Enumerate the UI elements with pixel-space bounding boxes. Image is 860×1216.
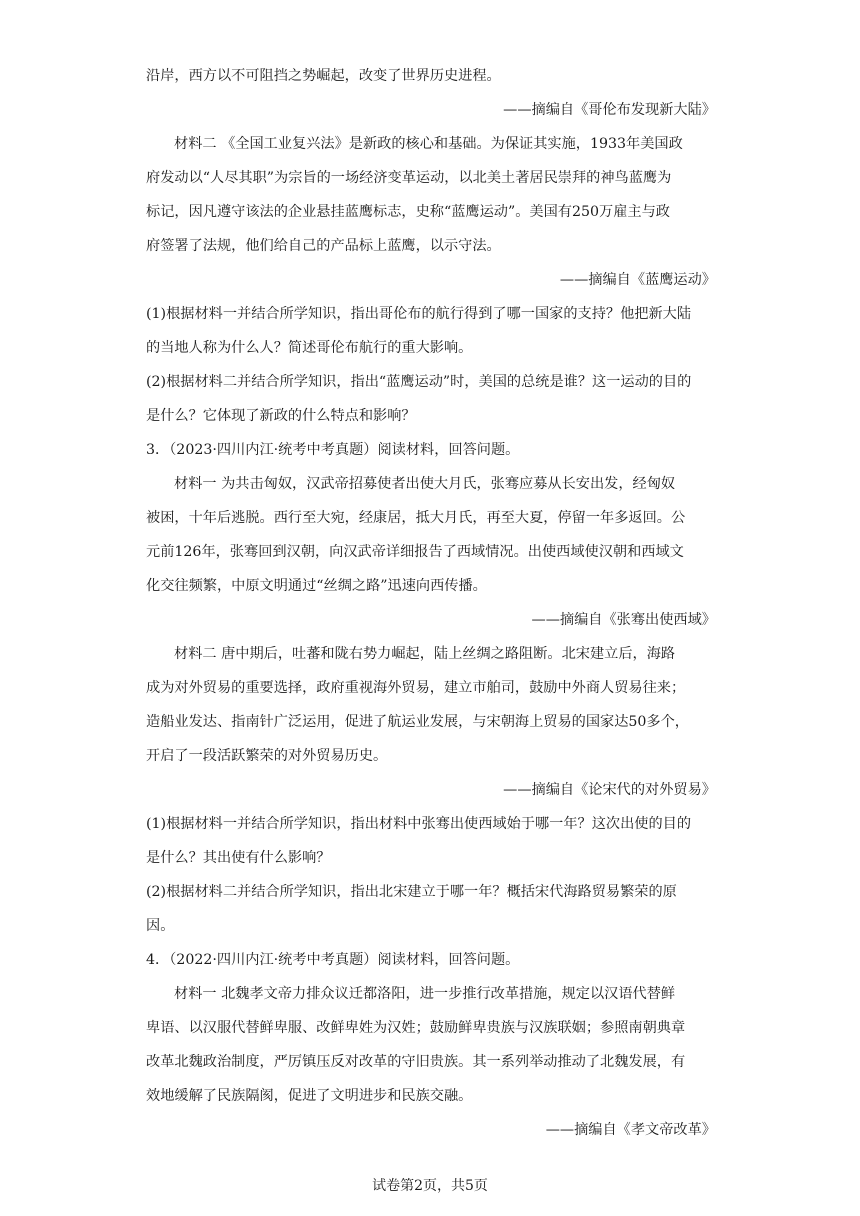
text-line: (1)根据材料一并结合所学知识，指出材料中张骞出使西域始于哪一年？这次出使的目的 bbox=[146, 816, 692, 832]
text-line: 化交往频繁，中原文明通过“丝绸之路”迅速向西传播。 bbox=[146, 578, 487, 594]
text-line: 是什么？其出使有什么影响？ bbox=[146, 850, 331, 866]
text-line: 材料二 唐中期后，吐蕃和陇右势力崛起，陆上丝绸之路阻断。北宋建立后，海路 bbox=[174, 646, 676, 662]
text-line: 因。 bbox=[146, 918, 175, 934]
text-line: (2)根据材料二并结合所学知识，指出北宋建立于哪一年？概括宋代海路贸易繁荣的原 bbox=[146, 884, 677, 900]
text-line: 府发动以“人尽其职”为宗旨的一场经济变革运动，以北美土著居民崇拜的神鸟蓝鹰为 bbox=[146, 170, 672, 186]
text-line: 效地缓解了民族隔阂，促进了文明进步和民族交融。 bbox=[146, 1088, 473, 1104]
page-footer: 试卷第2页，共5页 bbox=[372, 1178, 488, 1194]
text-line: 材料一 为共击匈奴，汉武帝招募使者出使大月氏，张骞应募从长安出发，经匈奴 bbox=[174, 476, 676, 492]
text-line: 开启了一段活跃繁荣的对外贸易历史。 bbox=[146, 748, 388, 764]
text-line: 卑语、以汉服代替鲜卑服、改鲜卑姓为汉姓；鼓励鲜卑贵族与汉族联姻；参照南朝典章 bbox=[146, 1020, 686, 1036]
citation-line: ——摘编自《张骞出使西域》 bbox=[531, 612, 716, 628]
page-body bbox=[146, 64, 716, 1152]
text-line: 的当地人称为什么人？简述哥伦布航行的重大影响。 bbox=[146, 340, 473, 356]
text-line: 标记，因凡遵守该法的企业悬挂蓝鹰标志，史称“蓝鹰运动”。美国有250万雇主与政 bbox=[146, 204, 670, 220]
citation-line: ——摘编自《哥伦布发现新大陆》 bbox=[503, 102, 716, 118]
text-line: 元前126年，张骞回到汉朝，向汉武帝详细报告了西域情况。出使西域使汉朝和西域文 bbox=[146, 544, 684, 560]
text-line: 材料二 《全国工业复兴法》是新政的核心和基础。为保证其实施，1933年美国政 bbox=[174, 136, 683, 152]
text-line: (2)根据材料二并结合所学知识，指出“蓝鹰运动”时，美国的总统是谁？这一运动的目的 bbox=[146, 374, 692, 390]
text-line: 材料一 北魏孝文帝力排众议迁都洛阳，进一步推行改革措施，规定以汉语代替鲜 bbox=[174, 986, 676, 1002]
text-line: 改革北魏政治制度，严厉镇压反对改革的守旧贵族。其一系列举动推动了北魏发展，有 bbox=[146, 1054, 686, 1070]
citation-line: ——摘编自《蓝鹰运动》 bbox=[559, 272, 716, 288]
text-line: 被困，十年后逃脱。西行至大宛，经康居，抵大月氏，再至大夏，停留一年多返回。公 bbox=[146, 510, 686, 526]
citation-line: ——摘编自《论宋代的对外贸易》 bbox=[503, 782, 716, 798]
text-line: 3．（2023·四川内江·统考中考真题）阅读材料，回答问题。 bbox=[146, 442, 520, 458]
text-line: (1)根据材料一并结合所学知识，指出哥伦布的航行得到了哪一国家的支持？他把新大陆 bbox=[146, 306, 692, 322]
text-line: 成为对外贸易的重要选择，政府重视海外贸易，建立市舶司，鼓励中外商人贸易往来； bbox=[146, 680, 686, 696]
text-line: 沿岸，西方以不可阻挡之势崛起，改变了世界历史进程。 bbox=[146, 68, 501, 84]
text-line: 4．（2022·四川内江·统考中考真题）阅读材料，回答问题。 bbox=[146, 952, 520, 968]
text-line: 府签署了法规，他们给自己的产品标上蓝鹰，以示守法。 bbox=[146, 238, 501, 254]
text-line: 是什么？它体现了新政的什么特点和影响？ bbox=[146, 408, 416, 424]
citation-line: ——摘编自《孝文帝改革》 bbox=[545, 1122, 716, 1138]
text-line: 造船业发达、指南针广泛运用，促进了航运业发展，与宋朝海上贸易的国家达50多个， bbox=[146, 714, 689, 730]
